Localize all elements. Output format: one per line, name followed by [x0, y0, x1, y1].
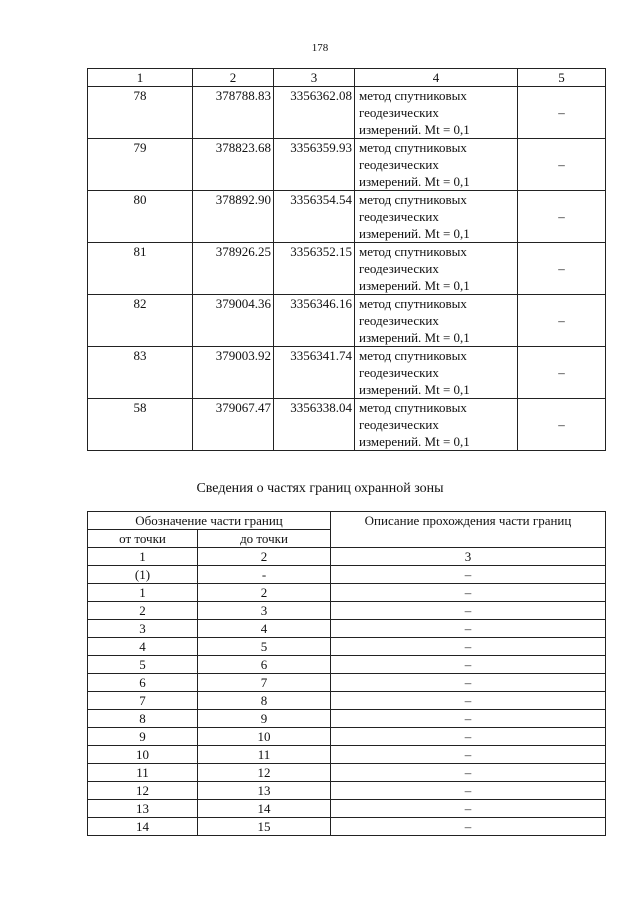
table-row [88, 656, 606, 674]
method-line: метод спутниковых [359, 140, 467, 155]
description-cell: – [331, 692, 606, 710]
to-point: 9 [198, 710, 331, 728]
method-line: измерений. Mt = 0,1 [359, 122, 470, 137]
description-cell: – [331, 566, 606, 584]
description-cell: – [331, 620, 606, 638]
method-line: геодезических [359, 365, 439, 380]
from-point: 8 [88, 710, 198, 728]
description-cell: – [331, 800, 606, 818]
coordinate-x: 379004.36 [193, 295, 274, 347]
table-row [88, 728, 606, 746]
to-point: 10 [198, 728, 331, 746]
method-cell [355, 87, 518, 139]
from-point: 4 [88, 638, 198, 656]
method-cell [355, 295, 518, 347]
point-number: 79 [88, 139, 193, 191]
method-line: геодезических [359, 313, 439, 328]
note-cell: – [518, 191, 606, 243]
page-number: 178 [311, 42, 329, 54]
method-line: метод спутниковых [359, 244, 467, 259]
col-header-4: 4 [355, 69, 518, 87]
method-line: измерений. Mt = 0,1 [359, 278, 470, 293]
method-line: метод спутниковых [359, 192, 467, 207]
description-cell: – [331, 638, 606, 656]
to-point: 14 [198, 800, 331, 818]
parts-body [88, 566, 606, 836]
header-from-point: от точки [88, 530, 198, 548]
from-point: 10 [88, 746, 198, 764]
table-row [88, 620, 606, 638]
parts-header-row-1 [88, 512, 606, 530]
description-cell: – [331, 818, 606, 836]
col-header-3: 3 [274, 69, 355, 87]
table-row [88, 800, 606, 818]
col-header-1: 1 [88, 69, 193, 87]
note-cell: – [518, 87, 606, 139]
point-number: 58 [88, 399, 193, 451]
to-point: - [198, 566, 331, 584]
table-row [88, 692, 606, 710]
method-line: измерений. Mt = 0,1 [359, 434, 470, 449]
note-cell: – [518, 347, 606, 399]
table-row [88, 191, 606, 243]
coordinate-y: 3356354.54 [274, 191, 355, 243]
description-cell: – [331, 602, 606, 620]
note-cell: – [518, 243, 606, 295]
coordinate-y: 3356352.15 [274, 243, 355, 295]
description-cell: – [331, 764, 606, 782]
table-row [88, 674, 606, 692]
table-row [88, 638, 606, 656]
method-line: метод спутниковых [359, 400, 467, 415]
coordinate-y: 3356359.93 [274, 139, 355, 191]
note-cell: – [518, 139, 606, 191]
header-boundary-description: Описание прохождения части границ [331, 512, 606, 548]
to-point: 11 [198, 746, 331, 764]
coordinate-x: 378788.83 [193, 87, 274, 139]
parts-col-number-1: 1 [88, 548, 198, 566]
table-row [88, 710, 606, 728]
coordinate-x: 378823.68 [193, 139, 274, 191]
coordinate-x: 379067.47 [193, 399, 274, 451]
table-row [88, 399, 606, 451]
table-row [88, 782, 606, 800]
table-row [88, 818, 606, 836]
point-number: 78 [88, 87, 193, 139]
col-header-5: 5 [518, 69, 606, 87]
to-point: 6 [198, 656, 331, 674]
parts-col-number-3: 3 [331, 548, 606, 566]
method-line: геодезических [359, 209, 439, 224]
coordinates-table [87, 68, 606, 451]
to-point: 15 [198, 818, 331, 836]
method-cell [355, 243, 518, 295]
method-cell [355, 399, 518, 451]
from-point: 1 [88, 584, 198, 602]
method-line: геодезических [359, 261, 439, 276]
table-row [88, 139, 606, 191]
boundary-parts-table [87, 511, 606, 836]
method-line: измерений. Mt = 0,1 [359, 330, 470, 345]
point-number: 83 [88, 347, 193, 399]
table-row [88, 602, 606, 620]
coordinate-x: 378892.90 [193, 191, 274, 243]
description-cell: – [331, 710, 606, 728]
note-cell: – [518, 295, 606, 347]
table-row [88, 764, 606, 782]
coordinate-y: 3356362.08 [274, 87, 355, 139]
header-boundary-designation: Обозначение части границ [88, 512, 331, 530]
method-line: метод спутниковых [359, 348, 467, 363]
to-point: 5 [198, 638, 331, 656]
col-header-2: 2 [193, 69, 274, 87]
from-point: (1) [88, 566, 198, 584]
coordinates-body [88, 87, 606, 451]
to-point: 2 [198, 584, 331, 602]
to-point: 8 [198, 692, 331, 710]
method-line: метод спутниковых [359, 296, 467, 311]
table-row [88, 347, 606, 399]
description-cell: – [331, 584, 606, 602]
table-row [88, 243, 606, 295]
description-cell: – [331, 656, 606, 674]
coordinate-y: 3356346.16 [274, 295, 355, 347]
coordinates-header-row [88, 69, 606, 87]
to-point: 7 [198, 674, 331, 692]
header-to-point: до точки [198, 530, 331, 548]
from-point: 2 [88, 602, 198, 620]
from-point: 5 [88, 656, 198, 674]
method-cell [355, 139, 518, 191]
table-row [88, 87, 606, 139]
description-cell: – [331, 782, 606, 800]
method-cell [355, 191, 518, 243]
description-cell: – [331, 728, 606, 746]
table-row [88, 566, 606, 584]
from-point: 3 [88, 620, 198, 638]
from-point: 12 [88, 782, 198, 800]
coordinate-x: 379003.92 [193, 347, 274, 399]
from-point: 13 [88, 800, 198, 818]
coordinate-y: 3356341.74 [274, 347, 355, 399]
from-point: 14 [88, 818, 198, 836]
method-line: геодезических [359, 105, 439, 120]
to-point: 12 [198, 764, 331, 782]
table-row [88, 584, 606, 602]
table-row [88, 295, 606, 347]
point-number: 82 [88, 295, 193, 347]
parts-col-number-2: 2 [198, 548, 331, 566]
method-cell [355, 347, 518, 399]
method-line: измерений. Mt = 0,1 [359, 174, 470, 189]
method-line: геодезических [359, 417, 439, 432]
to-point: 3 [198, 602, 331, 620]
method-line: измерений. Mt = 0,1 [359, 382, 470, 397]
from-point: 7 [88, 692, 198, 710]
coordinate-y: 3356338.04 [274, 399, 355, 451]
description-cell: – [331, 746, 606, 764]
point-number: 80 [88, 191, 193, 243]
parts-number-row [88, 548, 606, 566]
point-number: 81 [88, 243, 193, 295]
to-point: 4 [198, 620, 331, 638]
section-title: Сведения о частях границ охранной зоны [196, 481, 444, 496]
description-cell: – [331, 674, 606, 692]
table-row [88, 746, 606, 764]
from-point: 11 [88, 764, 198, 782]
from-point: 6 [88, 674, 198, 692]
coordinate-x: 378926.25 [193, 243, 274, 295]
method-line: метод спутниковых [359, 88, 467, 103]
to-point: 13 [198, 782, 331, 800]
from-point: 9 [88, 728, 198, 746]
note-cell: – [518, 399, 606, 451]
method-line: измерений. Mt = 0,1 [359, 226, 470, 241]
method-line: геодезических [359, 157, 439, 172]
